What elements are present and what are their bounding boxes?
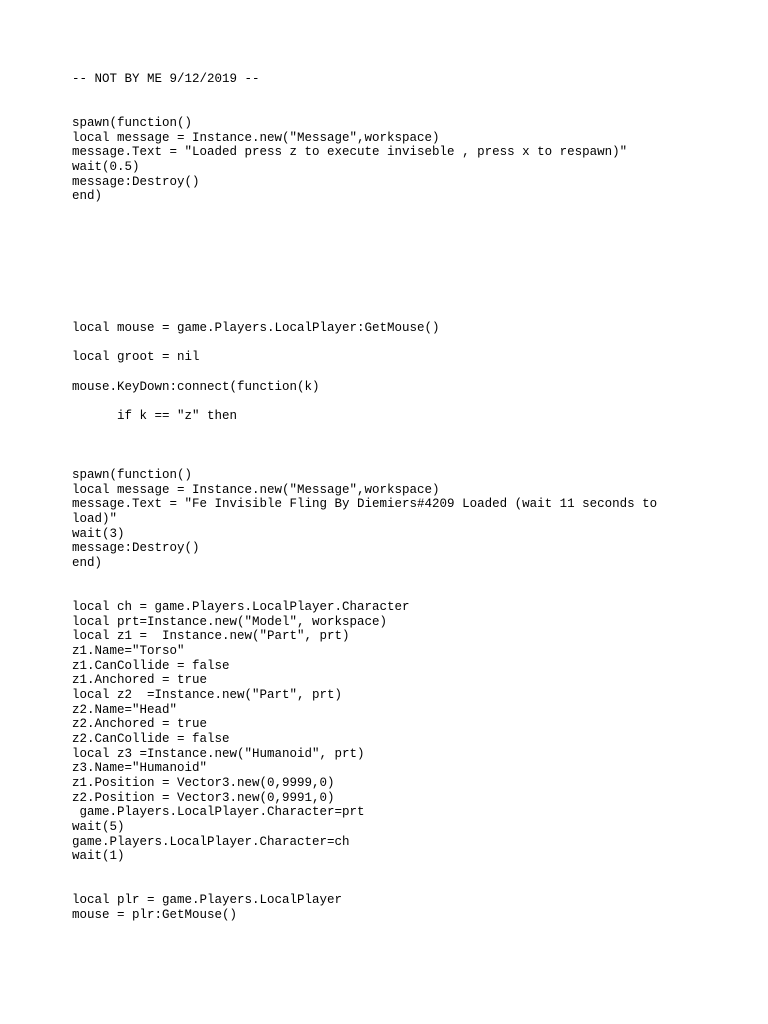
code-line: local prt=Instance.new("Model", workspace) bbox=[72, 615, 388, 629]
code-line: local z3 =Instance.new("Humanoid", prt) bbox=[72, 747, 365, 761]
code-line: local z2 =Instance.new("Part", prt) bbox=[72, 688, 343, 702]
code-line: game.Players.LocalPlayer.Character=prt bbox=[72, 805, 365, 819]
code-line: z2.Anchored = true bbox=[72, 717, 208, 731]
code-line: local ch = game.Players.LocalPlayer.Character bbox=[72, 600, 410, 614]
code-line: local message = Instance.new("Message",workspace) bbox=[72, 131, 440, 145]
code-line: local mouse = game.Players.LocalPlayer:GetMouse() bbox=[72, 321, 440, 335]
code-line: load)" bbox=[72, 512, 118, 526]
code-line: wait(5) bbox=[72, 820, 125, 834]
code-line: game.Players.LocalPlayer.Character=ch bbox=[72, 835, 350, 849]
code-line: end) bbox=[72, 189, 103, 203]
code-line: z2.Position = Vector3.new(0,9991,0) bbox=[72, 791, 335, 805]
code-line-header-comment: -- NOT BY ME 9/12/2019 -- bbox=[72, 72, 260, 86]
code-line: mouse.KeyDown:connect(function(k) bbox=[72, 380, 320, 394]
code-line: wait(3) bbox=[72, 527, 125, 541]
code-line: z1.Anchored = true bbox=[72, 673, 208, 687]
code-line: z1.Position = Vector3.new(0,9999,0) bbox=[72, 776, 335, 790]
code-line: z2.CanCollide = false bbox=[72, 732, 230, 746]
code-line: mouse = plr:GetMouse() bbox=[72, 908, 238, 922]
code-line: local message = Instance.new("Message",workspace) bbox=[72, 483, 440, 497]
code-line: spawn(function() bbox=[72, 468, 193, 482]
code-line: z1.CanCollide = false bbox=[72, 659, 230, 673]
code-line: wait(0.5) bbox=[72, 160, 140, 174]
code-line: if k == "z" then bbox=[72, 409, 238, 423]
code-line: spawn(function() bbox=[72, 116, 193, 130]
code-line: z2.Name="Head" bbox=[72, 703, 178, 717]
code-line: local plr = game.Players.LocalPlayer bbox=[72, 893, 343, 907]
code-line: z3.Name="Humanoid" bbox=[72, 761, 208, 775]
code-line: wait(1) bbox=[72, 849, 125, 863]
code-line: local groot = nil bbox=[72, 350, 200, 364]
code-line: z1.Name="Torso" bbox=[72, 644, 185, 658]
code-line: local z1 = Instance.new("Part", prt) bbox=[72, 629, 350, 643]
code-line: end) bbox=[72, 556, 103, 570]
code-line: message.Text = "Loaded press z to execute inviseble , press x to respawn)" bbox=[72, 145, 628, 159]
code-line: message.Text = "Fe Invisible Fling By Diemiers#4209 Loaded (wait 11 seconds to bbox=[72, 497, 658, 511]
code-line: message:Destroy() bbox=[72, 541, 200, 555]
code-line: message:Destroy() bbox=[72, 175, 200, 189]
